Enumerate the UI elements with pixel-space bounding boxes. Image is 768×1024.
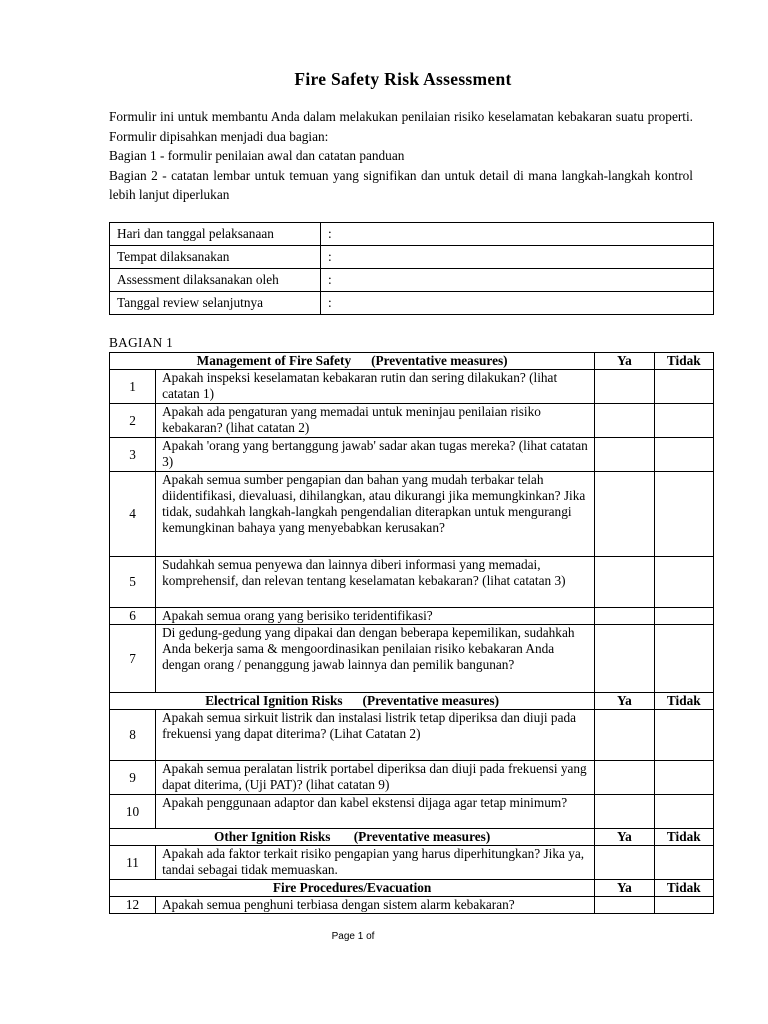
no-answer-cell[interactable] (654, 846, 713, 880)
yes-answer-cell[interactable] (595, 370, 654, 404)
group-header-row (110, 353, 714, 370)
question-number: 4 (110, 472, 156, 557)
question-text: Apakah semua sirkuit listrik dan instalasi listrik tetap diperiksa dan diuji pada frekuensi yang dapat diterima? (Lihat Catatan 2) (156, 710, 595, 761)
question-row (110, 370, 714, 404)
question-text: Di gedung-gedung yang dipakai dan dengan beberapa kepemilikan, sudahkah Anda bekerja sama & mengoordinasikan penilaian risiko kebakaran Anda dengan orang / penanggung jawab lainnya dan pemilik bangunan? (156, 625, 595, 693)
question-text: Apakah semua peralatan listrik portabel diperiksa dan diuji pada frekuensi yang dapat diterima, (Uji PAT)? (lihat catatan 9) (156, 761, 595, 795)
no-answer-cell[interactable] (654, 761, 713, 795)
info-row (110, 292, 714, 315)
question-number: 10 (110, 795, 156, 829)
yes-answer-cell[interactable] (595, 472, 654, 557)
question-row (110, 897, 714, 914)
question-number: 5 (110, 557, 156, 608)
question-text: Apakah 'orang yang bertanggung jawab' sadar akan tugas mereka? (lihat catatan 3) (156, 438, 595, 472)
no-answer-cell[interactable] (654, 795, 713, 829)
no-column-header: Tidak (654, 829, 713, 846)
info-value[interactable]: : (321, 292, 714, 315)
question-text: Apakah inspeksi keselamatan kebakaran rutin dan sering dilakukan? (lihat catatan 1) (156, 370, 595, 404)
info-value[interactable]: : (321, 246, 714, 269)
yes-answer-cell[interactable] (595, 438, 654, 472)
yes-answer-cell[interactable] (595, 795, 654, 829)
question-text: Apakah semua orang yang berisiko teridentifikasi? (156, 608, 595, 625)
yes-answer-cell[interactable] (595, 557, 654, 608)
info-row (110, 246, 714, 269)
group-header: Other Ignition Risks (Preventative measures) (110, 829, 595, 846)
assessment-info-table (109, 222, 714, 315)
info-row (110, 223, 714, 246)
yes-answer-cell[interactable] (595, 897, 654, 914)
document-title: Fire Safety Risk Assessment (294, 69, 512, 89)
no-answer-cell[interactable] (654, 472, 713, 557)
yes-answer-cell[interactable] (595, 625, 654, 693)
question-number: 3 (110, 438, 156, 472)
group-header-row (110, 693, 714, 710)
question-number: 9 (110, 761, 156, 795)
question-row (110, 710, 714, 761)
no-answer-cell[interactable] (654, 404, 713, 438)
question-row (110, 625, 714, 693)
group-header: Electrical Ignition Risks (Preventative measures) (110, 693, 595, 710)
question-number: 2 (110, 404, 156, 438)
question-row (110, 608, 714, 625)
no-column-header: Tidak (654, 353, 713, 370)
question-number: 8 (110, 710, 156, 761)
question-row (110, 557, 714, 608)
question-number: 6 (110, 608, 156, 625)
question-row (110, 846, 714, 880)
yes-answer-cell[interactable] (595, 404, 654, 438)
yes-column-header: Ya (595, 880, 654, 897)
no-column-header: Tidak (654, 880, 713, 897)
question-text: Apakah ada pengaturan yang memadai untuk meninjau penilaian risiko kebakaran? (lihat catatan 2) (156, 404, 595, 438)
question-text: Apakah ada faktor terkait risiko pengapian yang harus diperhitungkan? Jika ya, tandai sebagai tidak memuaskan. (156, 846, 595, 880)
checklist-table (109, 352, 714, 914)
yes-answer-cell[interactable] (595, 710, 654, 761)
no-answer-cell[interactable] (654, 370, 713, 404)
question-text: Sudahkah semua penyewa dan lainnya diberi informasi yang memadai, komprehensif, dan relevan tentang keselamatan kebakaran? (lihat catatan 3) (156, 557, 595, 608)
question-text: Apakah semua penghuni terbiasa dengan sistem alarm kebakaran? (156, 897, 595, 914)
info-label: Tempat dilaksanakan (110, 246, 321, 269)
no-answer-cell[interactable] (654, 710, 713, 761)
question-row (110, 761, 714, 795)
group-header-row (110, 880, 714, 897)
intro-text (109, 107, 693, 205)
section-label: BAGIAN 1 (109, 335, 174, 350)
question-text: Apakah penggunaan adaptor dan kabel ekstensi dijaga agar tetap minimum? (156, 795, 595, 829)
yes-answer-cell[interactable] (595, 846, 654, 880)
no-answer-cell[interactable] (654, 557, 713, 608)
group-header: Management of Fire Safety (Preventative measures) (110, 353, 595, 370)
question-text: Apakah semua sumber pengapian dan bahan yang mudah terbakar telah diidentifikasi, dievaluasi, dihilangkan, atau dikurangi jika memungkinkan? Jika tidak, sudahkah langkah-langkah pengendalian diterapkan untuk mengurangi kemungkinan bahaya yang menyebabkan kerusakan? (156, 472, 595, 557)
info-value[interactable]: : (321, 269, 714, 292)
no-answer-cell[interactable] (654, 438, 713, 472)
info-value[interactable]: : (321, 223, 714, 246)
question-number: 1 (110, 370, 156, 404)
question-row (110, 795, 714, 829)
question-number: 11 (110, 846, 156, 880)
question-number: 12 (110, 897, 156, 914)
info-label: Tanggal review selanjutnya (110, 292, 321, 315)
page-footer: Page 1 of (331, 931, 375, 942)
question-row (110, 438, 714, 472)
intro-paragraph: Bagian 1 - formulir penilaian awal dan catatan panduan (109, 148, 405, 163)
info-label: Hari dan tanggal pelaksanaan (110, 223, 321, 246)
info-row (110, 269, 714, 292)
yes-column-header: Ya (595, 829, 654, 846)
group-header-row (110, 829, 714, 846)
no-answer-cell[interactable] (654, 608, 713, 625)
question-row (110, 404, 714, 438)
yes-column-header: Ya (595, 693, 654, 710)
info-label: Assessment dilaksanakan oleh (110, 269, 321, 292)
no-answer-cell[interactable] (654, 625, 713, 693)
no-answer-cell[interactable] (654, 897, 713, 914)
group-header: Fire Procedures/Evacuation (110, 880, 595, 897)
question-number: 7 (110, 625, 156, 693)
intro-paragraph: Formulir ini untuk membantu Anda dalam melakukan penilaian risiko keselamatan kebakaran suatu properti. Formulir dipisahkan menjadi dua bagian: (109, 109, 693, 144)
no-column-header: Tidak (654, 693, 713, 710)
intro-paragraph: Bagian 2 - catatan lembar untuk temuan yang signifikan dan untuk detail di mana langkah-langkah kontrol lebih lanjut diperlukan (109, 167, 693, 202)
yes-column-header: Ya (595, 353, 654, 370)
question-row (110, 472, 714, 557)
yes-answer-cell[interactable] (595, 608, 654, 625)
yes-answer-cell[interactable] (595, 761, 654, 795)
